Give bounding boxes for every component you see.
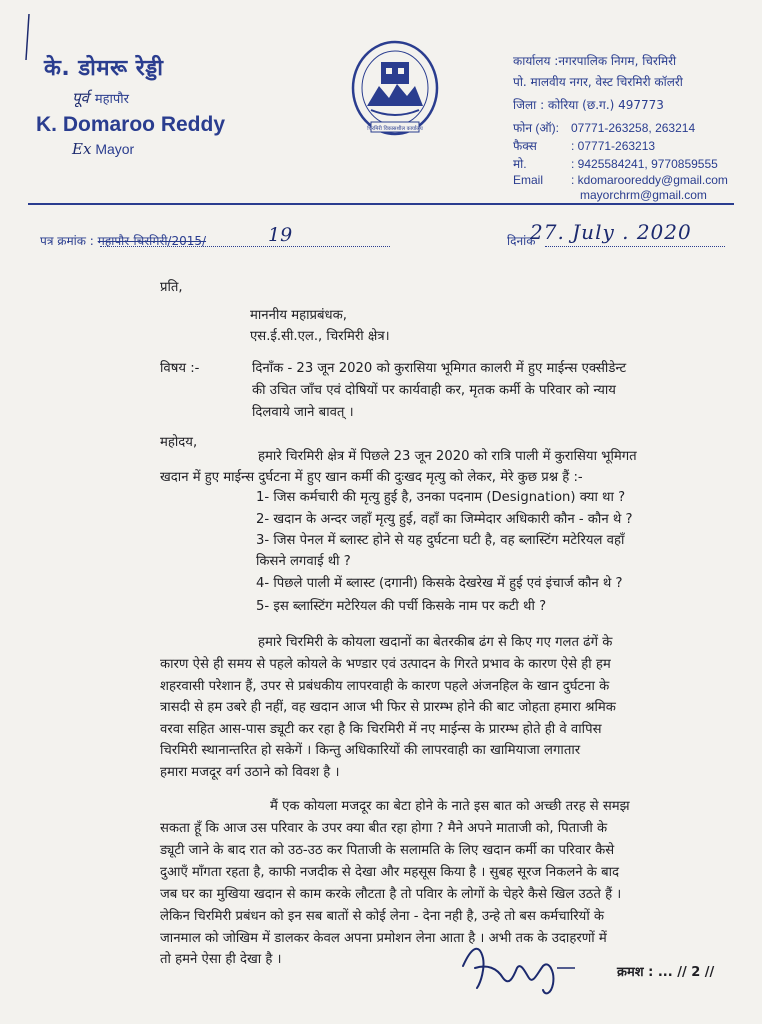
paragraph3-line: ड्यूटी जाने के बाद रात को उठ-उठ कर पिताजी के सलामति के लिए खदान कर्मी का परिवार कैसे (160, 843, 615, 858)
municipal-corporation-seal-logo (345, 40, 445, 140)
paragraph2-line: शहरवासी परेशान हैं, उपर से प्रबंधकीय लापरवाही के कारण पहले अंजनहिल के खान दुर्घटना के (160, 679, 610, 694)
paragraph3-line: जानमाल को जोखिम में डालकर केवल अपना प्रमोशन लेना आता है । अभी तक के उदाहरणों में (160, 931, 607, 946)
reference-struck: महापौर-चिरमिरी/2015/ (97, 234, 207, 248)
email-1: : kdomarooreddy@gmail.com (571, 173, 728, 187)
fax-value: : 07771-263213 (571, 139, 656, 153)
title-hindi: महापौर (94, 92, 129, 107)
addressee-line2: एस.ई.सी.एल., चिरमिरी क्षेत्र। (250, 329, 390, 344)
contact-address: पो. मालवीय नगर, वेस्ट चिरमिरी कॉलरी (513, 75, 683, 89)
paragraph3-line: जब घर का मुखिया खदान से काम करके लौटता है तो पविार के लोगों के चेहरे कैसे खिल उठते हैं । (160, 887, 622, 902)
salutation: महोदय, (160, 435, 198, 450)
paragraph3-line: लेकिन चिरमिरी प्रबंधन को इन सब बातों से कोई लेना - देना नही है, उन्हे तो बस कर्मचारियों के (160, 909, 605, 924)
date-label: दिनांक (507, 234, 536, 248)
subject-label: विषय :- (160, 361, 200, 376)
question-item: 1- जिस कर्मचारी की मृत्यु हुई है, उनका पदनाम (Designation) क्या था ? (256, 490, 626, 505)
contact-district: जिला : कोरिया (छ.ग.) 497773 (513, 98, 664, 112)
question-item: 4- पिछले पाली में ब्लास्ट (दगानी) किसके देखरेख में हुई एवं इंचार्ज कौन थे ? (256, 576, 623, 591)
paragraph3-line: तो हमने ऐसा ही देखा है । (160, 952, 282, 967)
paragraph3-line: दुआएँ माँगता रहता है, काफी नजदीक से देखा और महसूस किया है । सुबह सूरज निकलने के बाद (160, 865, 620, 880)
paragraph2-line: हमारा मजदूर वर्ग उठाने को विवश है । (160, 765, 340, 780)
mobile-label: मो. (513, 157, 527, 171)
question-item: किसने लगवाई थी ? (256, 554, 351, 569)
intro-line: हमारे चिरमिरी क्षेत्र में पिछले 23 जून 2020 को रात्रि पाली में कुरासिया भूमिगत (258, 449, 637, 464)
date-handwritten: 27. July . 2020 (530, 220, 692, 244)
question-item: 3- जिस पेनल में ब्लास्ट होने से यह दुर्घटना घटी है, वह ब्लास्टिंग मटेरियल वहाँ (256, 533, 625, 548)
name-english: K. Domaroo Reddy (36, 113, 226, 136)
phone-value: 07771-263258, 263214 (571, 121, 696, 135)
contact-fax (513, 137, 655, 154)
intro-line: खदान में हुए माईन्स दुर्घटना में हुए खान कर्मी की दुःखद मृत्यु को लेकर, मेरे कुछ प्रश्न हैं :- (160, 470, 583, 485)
contact-email-2: mayorchrm@gmail.com (580, 188, 707, 202)
phone-label: फोन (ऑ): (513, 121, 559, 135)
subject-line: की उचित जाँच एवं दोषियों पर कार्यवाही कर, मृतक कर्मी के परिवार को न्याय (252, 383, 616, 398)
paragraph3-line: सकता हूँ कि आज उस परिवार के उपर क्या बीत रहा होगा ? मैने अपने माताजी को, पिताजी के (160, 821, 608, 836)
subject-line: दिनाँक - 23 जून 2020 को कुरासिया भूमिगत कालरी में हुए माईन्स एक्सीडेन्ट (252, 361, 627, 376)
decorative-pen-stroke (25, 14, 30, 60)
subject-line: दिलवाये जाने बावत् । (252, 405, 354, 420)
addressee-line1: माननीय महाप्रबंधक, (250, 308, 347, 323)
contact-mobile (513, 155, 718, 172)
paragraph2-line: चिरमिरी स्थानान्तरित हो सकेगें । किन्तु अधिकारियों की लापरवाही का खामियाजा लगातार (160, 743, 581, 758)
paragraph2-line: त्रासदी से हम उबरे ही नहीं, वह खदान आज भी फिर से प्रारम्भ होने की बाट जोहता हमारा श्रमिक (160, 700, 616, 715)
question-item: 2- खदान के अन्दर जहाँ मृत्यु हुई, वहाँ का जिम्मेदार अधिकारी कौन - कौन थे ? (256, 512, 633, 527)
name-hindi: के. डोमरू रेड्डी (44, 56, 164, 81)
letterhead-divider (28, 203, 734, 205)
ex-english-handwritten: Ex (72, 140, 92, 158)
paragraph3-line: मैं एक कोयला मजदूर का बेटा होने के नाते इस बात को अच्छी तरह से समझ (270, 799, 630, 814)
paragraph2-line: हमारे चिरमिरी के कोयला खदानों का बेतरकीब ढंग से किए गए गलत ढंगें के (258, 635, 613, 650)
contact-email (513, 173, 728, 187)
date-dotted-line (545, 246, 725, 247)
reference-number-handwritten: 19 (268, 224, 293, 246)
title-hindi-line (72, 88, 129, 108)
question-item: 5- इस ब्लास्टिंग मटेरियल की पर्ची किसके नाम पर कटी थी ? (256, 599, 547, 614)
signature (457, 938, 587, 998)
title-english: Mayor (95, 141, 135, 157)
prati: प्रति, (160, 280, 183, 295)
paragraph2-line: वरवा सहित आस-पास ड्यूटी कर रहा है कि चिरमिरी में नए माईन्स के प्रारम्भ होते ही वे वापिस (160, 722, 602, 737)
email-label: Email (513, 173, 544, 187)
contact-phone (513, 119, 695, 136)
title-english-line (72, 140, 134, 158)
reference-label: पत्र क्रमांक : (40, 234, 94, 248)
fax-label: फैक्स (513, 139, 537, 153)
continued-marker: क्रमश : ... // 2 // (617, 965, 715, 980)
paragraph2-line: कारण ऐसे ही समय से पहले कोयले के भण्डार एवं उत्पादन के गिरते प्रभाव के कारण ऐसे ही हम (160, 657, 611, 672)
seal-motto: चिरमिरी विकासशील कार्यालय (367, 126, 423, 132)
mobile-value: : 9425584241, 9770859555 (571, 157, 718, 171)
contact-office: कार्यालय :नगरपालिक निगम, चिरमिरी (513, 54, 677, 68)
ex-hindi-handwritten: पूर्व (72, 89, 89, 107)
reference-dotted-line (100, 246, 390, 247)
